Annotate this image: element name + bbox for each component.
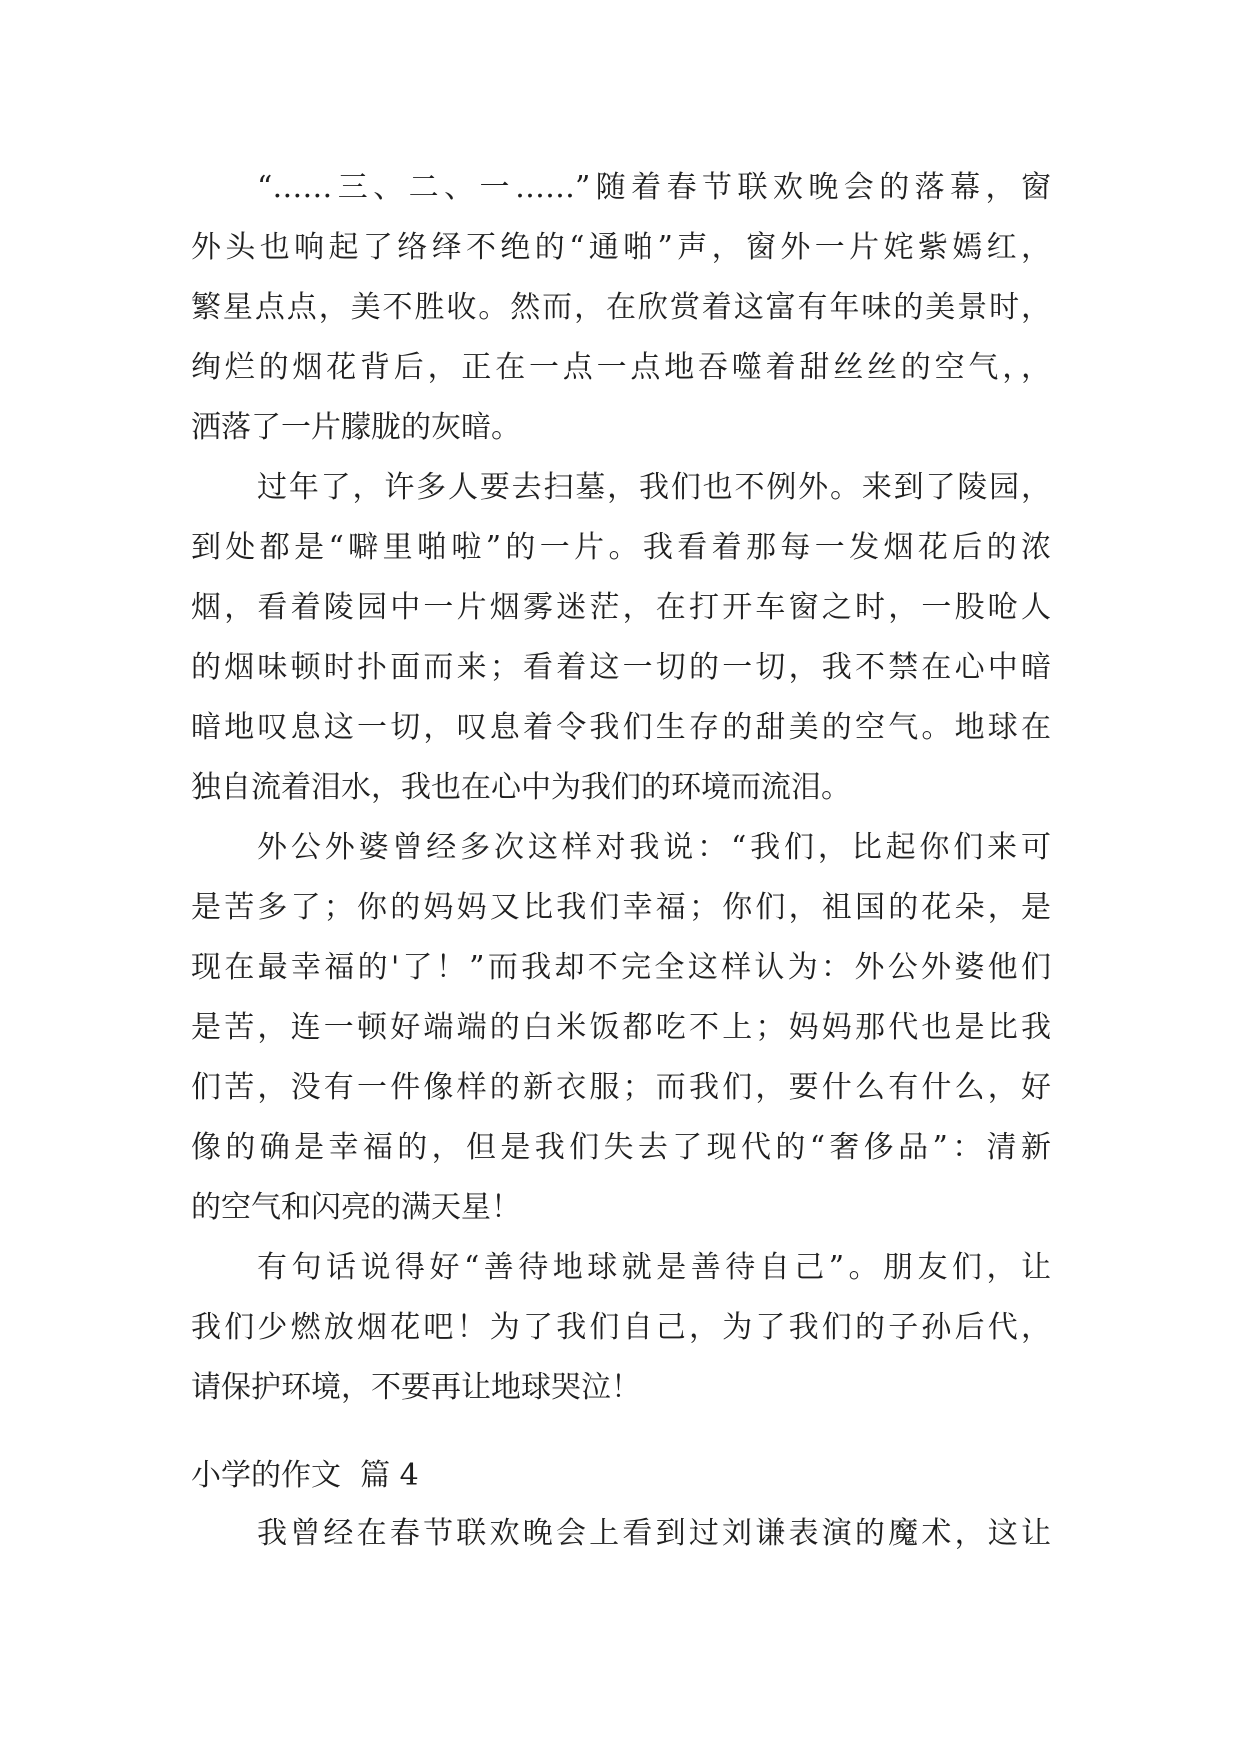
paragraph-line: 到处都是“噼里啪啦”的一片。我看着那每一发烟花后的浓	[191, 530, 1051, 565]
section-heading: 小学的作文 篇 4	[191, 1458, 419, 1493]
paragraph-line: 暗地叹息这一切，叹息着令我们生存的甜美的空气。地球在	[191, 710, 1051, 745]
paragraph-line: 现在最幸福的'了！”而我却不完全这样认为：外公外婆他们	[191, 950, 1051, 985]
paragraph-line: 是苦多了；你的妈妈又比我们幸福；你们，祖国的花朵，是	[191, 890, 1051, 925]
paragraph-1	[191, 158, 1051, 458]
paragraph-line: 繁星点点，美不胜收。然而，在欣赏着这富有年味的美景时，	[191, 290, 1051, 325]
paragraph-line: 像的确是幸福的，但是我们失去了现代的“奢侈品”：清新	[191, 1130, 1051, 1165]
paragraph-line: 烟，看着陵园中一片烟雾迷茫，在打开车窗之时，一股呛人	[191, 590, 1051, 625]
paragraph-line: 的烟味顿时扑面而来；看着这一切的一切，我不禁在心中暗	[191, 650, 1051, 685]
document-body	[191, 158, 1051, 1418]
paragraph-3	[191, 818, 1051, 1238]
paragraph-line: 外头也响起了络绎不绝的“通啪”声，窗外一片姹紫嫣红，	[191, 230, 1051, 265]
paragraph-line: 过年了，许多人要去扫墓，我们也不例外。来到了陵园，	[257, 470, 1051, 505]
paragraph-line: 请保护环境，不要再让地球哭泣！	[191, 1370, 641, 1405]
paragraph-2	[191, 458, 1051, 818]
paragraph-line: 洒落了一片朦胧的灰暗。	[191, 410, 521, 445]
paragraph-line: 绚烂的烟花背后，正在一点一点地吞噬着甜丝丝的空气，，	[191, 350, 1051, 385]
paragraph-line: 我们少燃放烟花吧！为了我们自己，为了我们的子孙后代，	[191, 1310, 1051, 1345]
paragraph-line: 我曾经在春节联欢晚会上看到过刘谦表演的魔术，这让	[257, 1516, 1051, 1551]
paragraph-5	[191, 1504, 1051, 1564]
paragraph-line: 独自流着泪水，我也在心中为我们的环境而流泪。	[191, 770, 851, 805]
paragraph-4	[191, 1238, 1051, 1418]
paragraph-line: 的空气和闪亮的满天星！	[191, 1190, 521, 1225]
paragraph-line: 外公外婆曾经多次这样对我说：“我们，比起你们来可	[257, 830, 1051, 865]
paragraph-line: “……三、二、一……”随着春节联欢晚会的落幕，窗	[257, 170, 1051, 205]
paragraph-line: 有句话说得好“善待地球就是善待自己”。朋友们，让	[257, 1250, 1051, 1285]
paragraph-line: 是苦，连一顿好端端的白米饭都吃不上；妈妈那代也是比我	[191, 1010, 1051, 1045]
paragraph-line: 们苦，没有一件像样的新衣服；而我们，要什么有什么，好	[191, 1070, 1051, 1105]
